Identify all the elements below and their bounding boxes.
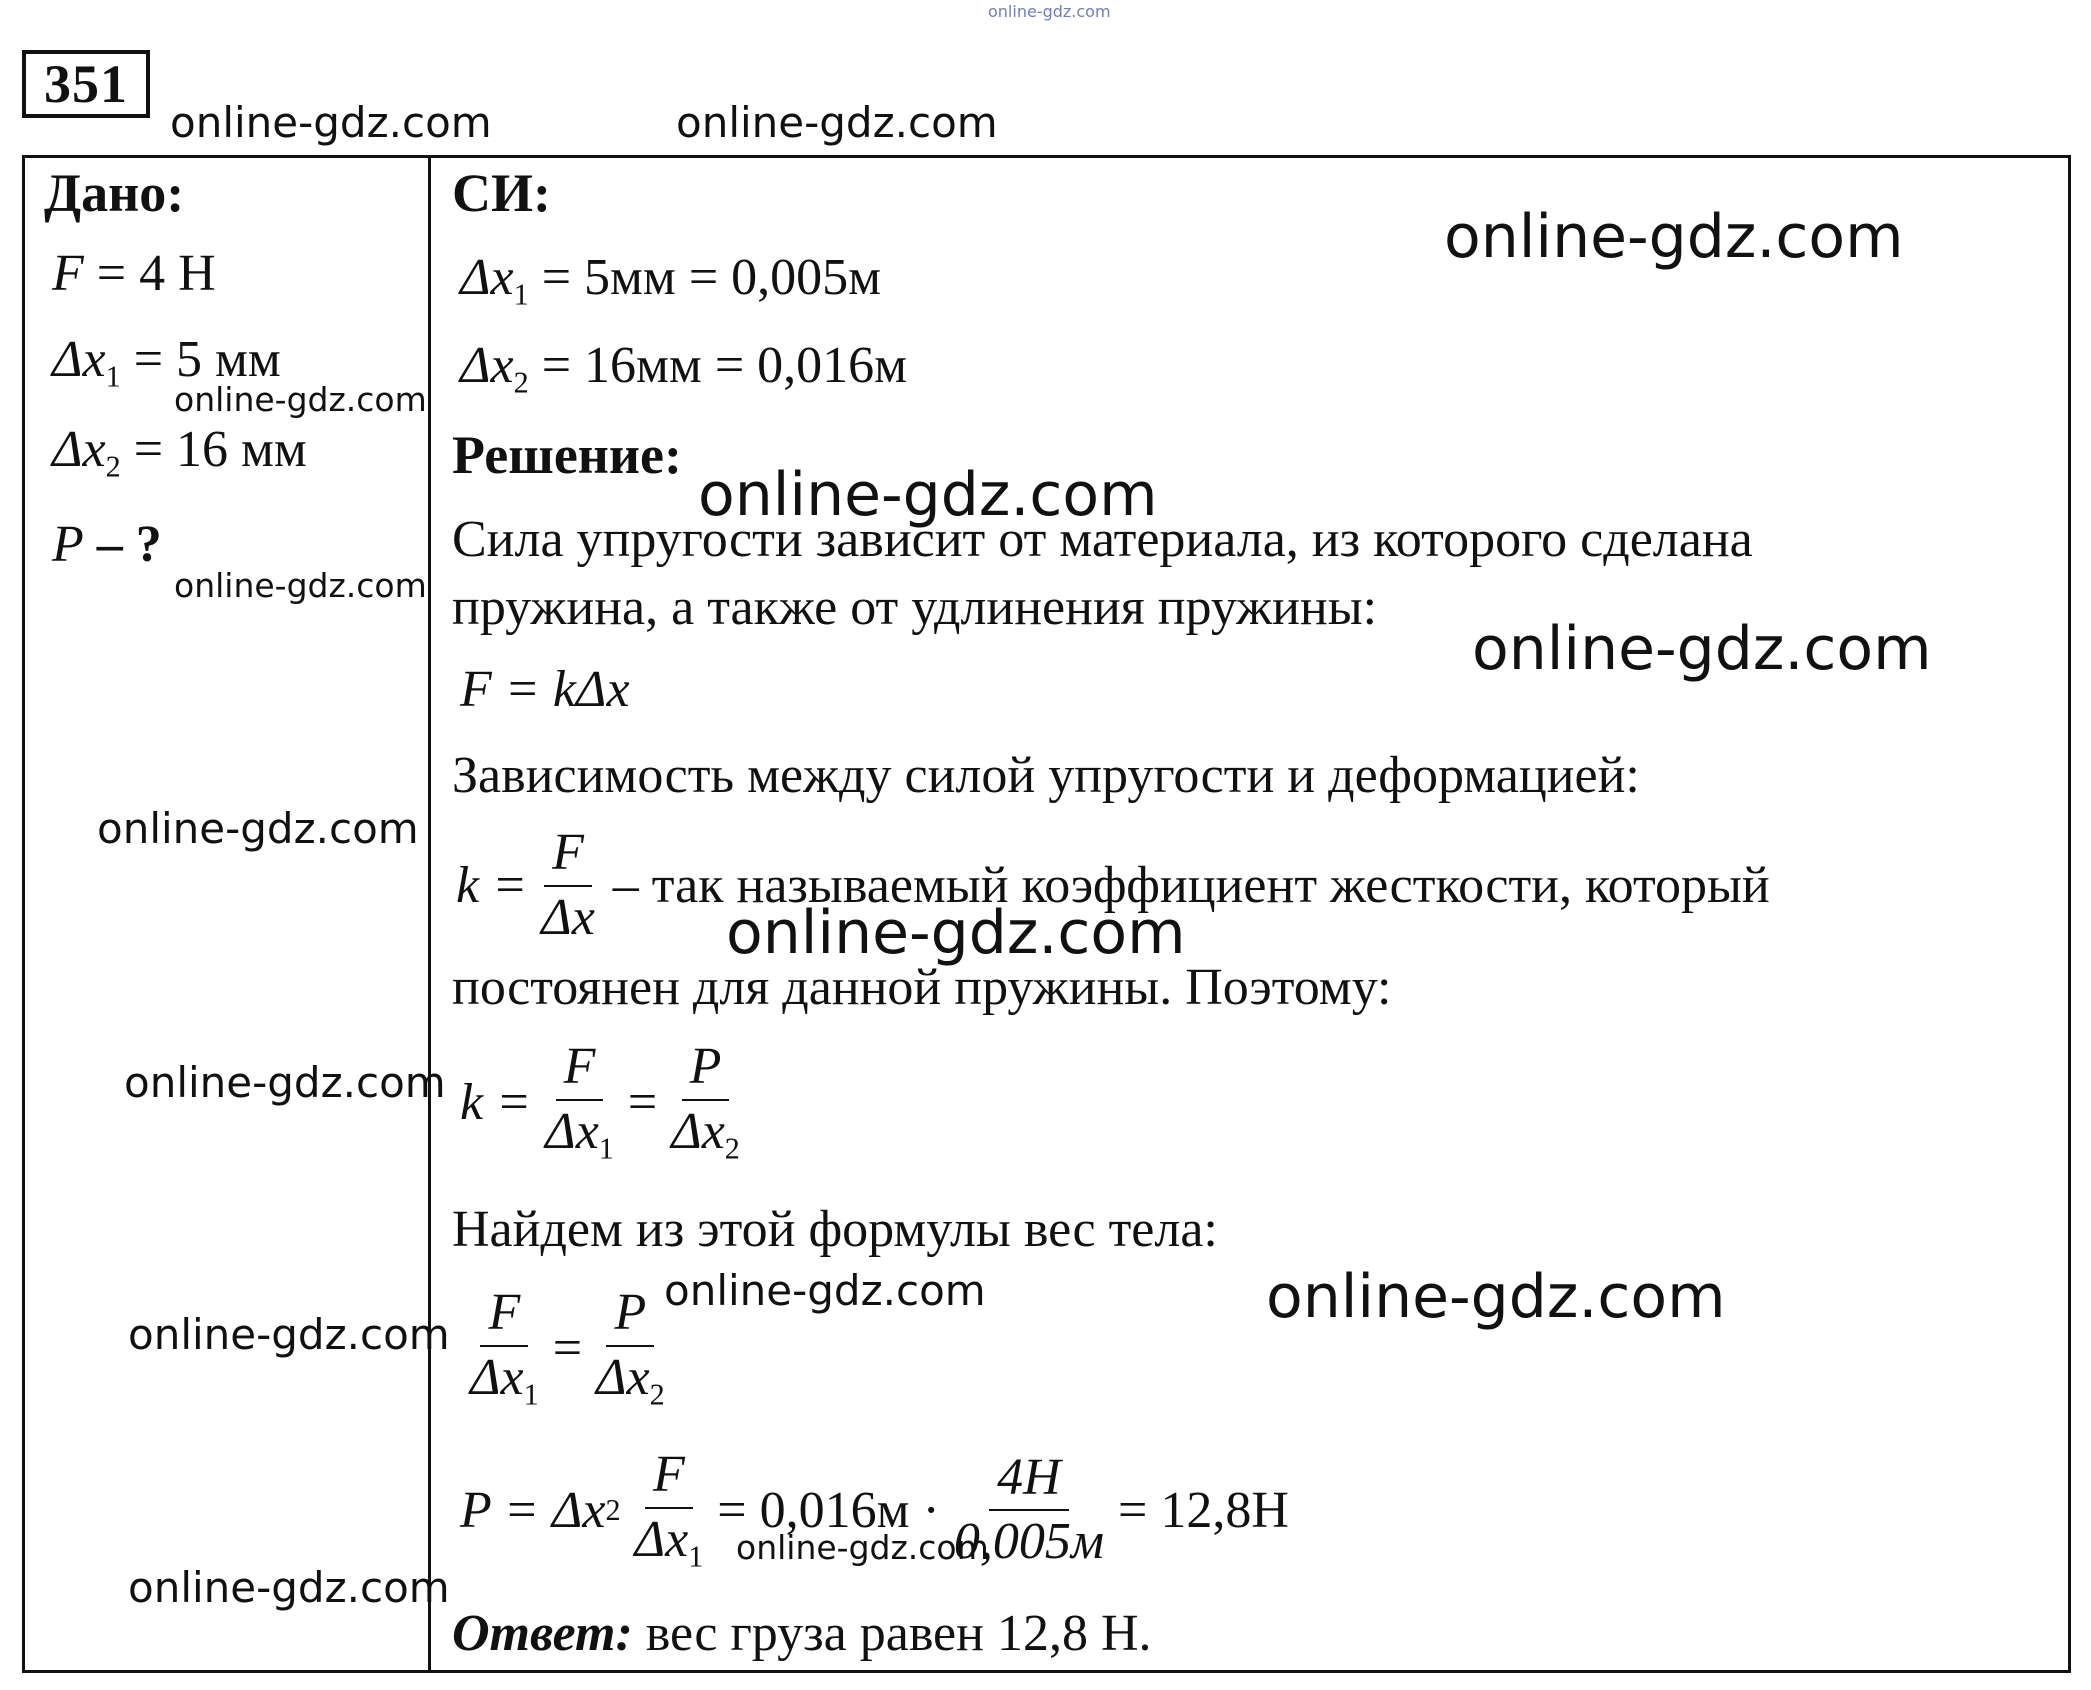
top-watermark: online-gdz.com: [988, 2, 1111, 21]
solution-heading: Решение:: [452, 425, 682, 485]
formula-proportion: $\frac{F}{\Delta x_1}$ = $\frac{P}{\Delta x_2}$: [470, 1284, 665, 1412]
si-dx1: $\Delta x_1 = 5мм = 0,005м$: [460, 249, 882, 312]
watermark: online-gdz.com: [1472, 614, 1932, 684]
formula-k-ratio: k = $\frac{F}{\Delta x_1}$ = $\frac{P}{\Delta x_2}$: [460, 1038, 740, 1166]
watermark: online-gdz.com: [698, 460, 1158, 530]
answer: Ответ: вес груза равен 12,8 Н.: [452, 1605, 1152, 1662]
solution-para1-line1: Сила упругости зависит от материала, из которого сделана: [452, 511, 1753, 568]
watermark: online-gdz.com: [736, 1528, 989, 1567]
given-force: F = 4 Н: [52, 245, 216, 302]
watermark: online-gdz.com: [170, 98, 492, 147]
watermark: online-gdz.com: [174, 380, 427, 419]
solution-para3-line2: постоянен для данной пружины. Поэтому:: [452, 959, 1392, 1016]
solution-para4: Найдем из этой формулы вес тела:: [452, 1201, 1218, 1258]
formula-result: P = Δx 2 $\frac{F}{\Delta x_1}$ = 0,016м · $\frac{4Н}{0,005м}$ = 12,8Н: [460, 1446, 1289, 1574]
watermark: online-gdz.com: [128, 1310, 450, 1359]
watermark: online-gdz.com: [664, 1266, 986, 1315]
watermark: online-gdz.com: [124, 1058, 446, 1107]
formula-hooke: F = kΔx: [460, 661, 630, 718]
watermark: online-gdz.com: [1444, 202, 1904, 272]
given-dx1: $\Delta x_1 = 5$ мм: [52, 331, 281, 394]
solution-para1-line2: пружина, а также от удлинения пружины:: [452, 579, 1378, 636]
given-dx2: $\Delta x_2 = 16$ мм: [52, 421, 307, 484]
formula-k-definition: k = $\frac{F}{\Delta x}$ – так называемый коэффициент жесткости, который: [456, 824, 1770, 946]
watermark: online-gdz.com: [128, 1563, 450, 1612]
column-divider: [428, 155, 431, 1673]
watermark: online-gdz.com: [676, 98, 998, 147]
given-heading: Дано:: [44, 163, 185, 223]
watermark: online-gdz.com: [726, 898, 1186, 968]
watermark: online-gdz.com: [174, 566, 427, 605]
si-dx2: $\Delta x_2 = 16мм = 0,016м$: [460, 337, 908, 400]
watermark: online-gdz.com: [1266, 1262, 1726, 1332]
problem-number: 351: [22, 50, 150, 118]
watermark: online-gdz.com: [97, 804, 419, 853]
given-unknown: P – ?: [52, 516, 162, 573]
solution-para2: Зависимость между силой упругости и деформацией:: [452, 747, 1640, 804]
si-heading: СИ:: [452, 163, 551, 223]
